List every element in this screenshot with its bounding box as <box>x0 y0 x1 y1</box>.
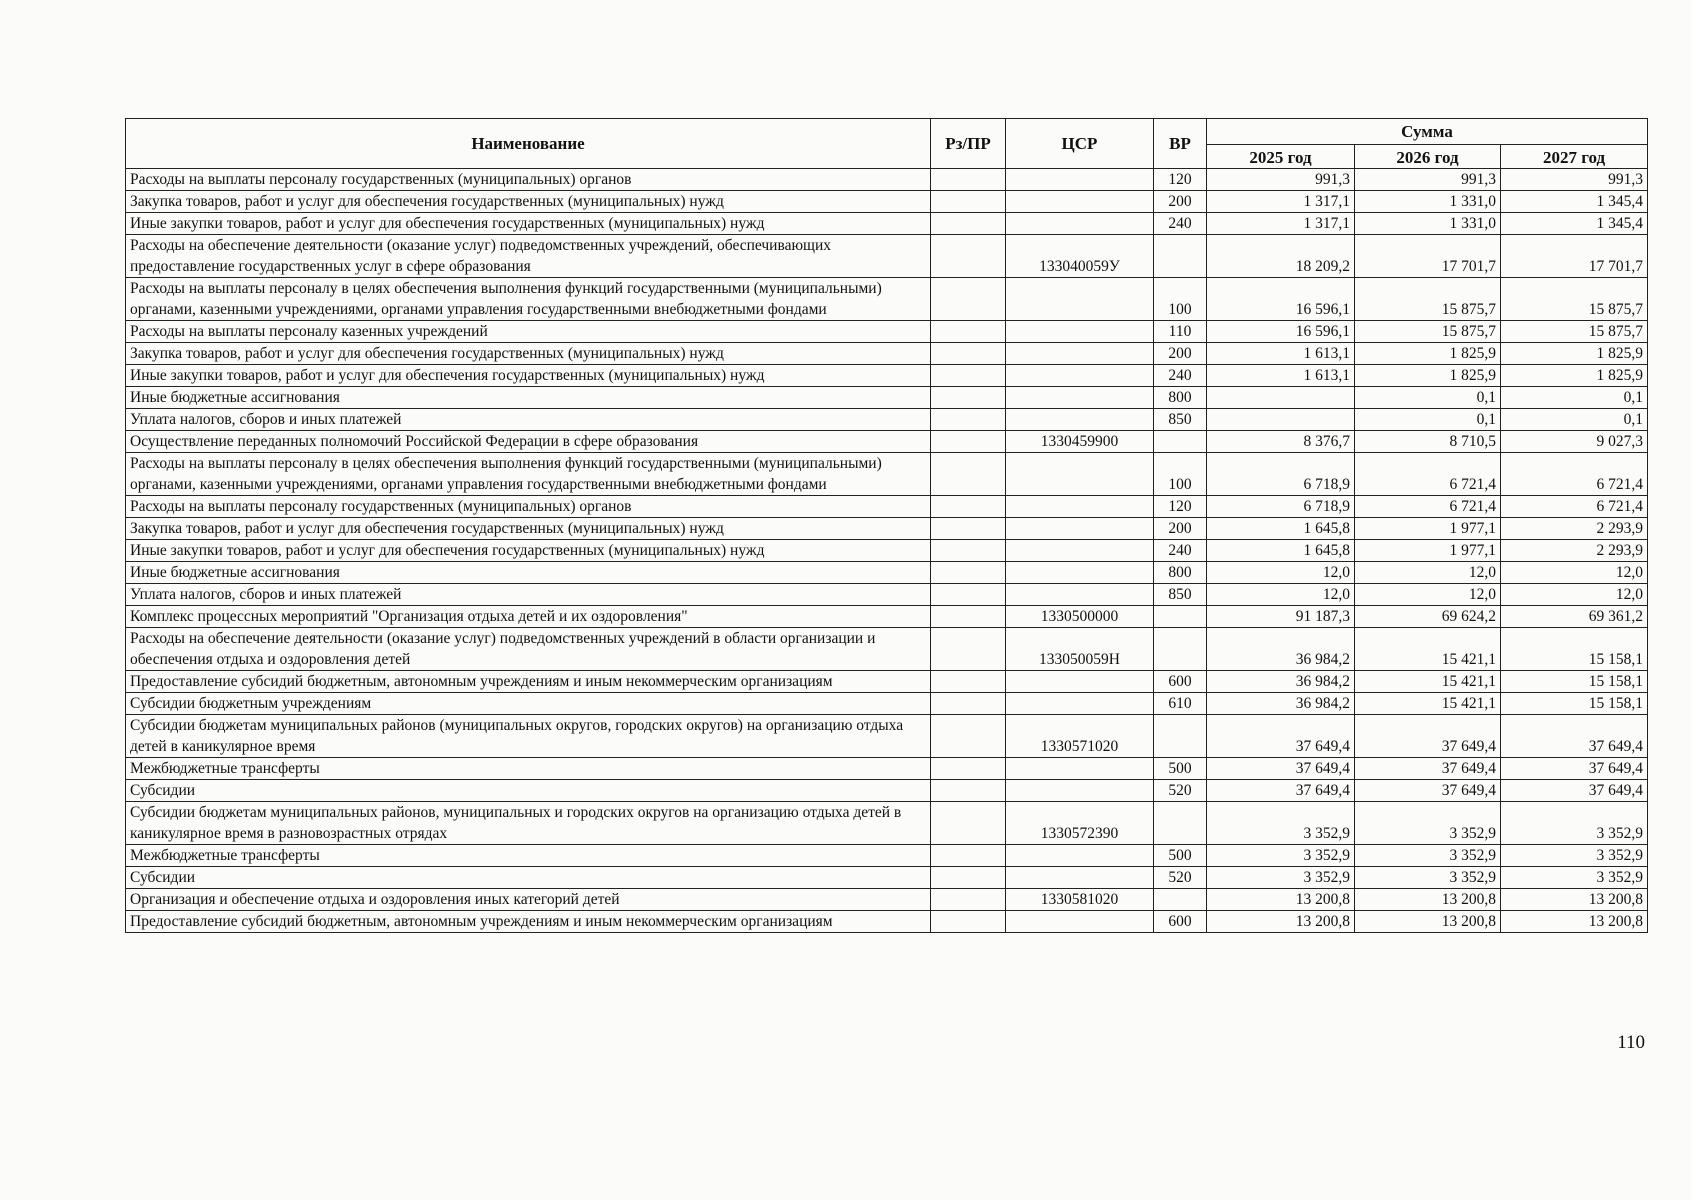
cell-name: Закупка товаров, работ и услуг для обеспечения государственных (муниципальных) нужд <box>126 518 931 540</box>
cell-csr <box>1006 780 1154 802</box>
cell-csr <box>1006 693 1154 715</box>
cell-vr: 200 <box>1154 191 1207 213</box>
cell-name: Субсидии бюджетам муниципальных районов, муниципальных и городских округов на организацию отдыха детей в каникулярное время в разновозрастных отрядах <box>126 802 931 845</box>
header-name: Наименование <box>126 119 931 169</box>
cell-2025: 91 187,3 <box>1207 606 1355 628</box>
cell-2025: 37 649,4 <box>1207 758 1355 780</box>
cell-csr <box>1006 365 1154 387</box>
cell-vr: 520 <box>1154 780 1207 802</box>
table-row <box>126 235 1648 278</box>
cell-rzpr <box>931 213 1006 235</box>
cell-2026: 6 721,4 <box>1355 496 1501 518</box>
cell-2025: 18 209,2 <box>1207 235 1355 278</box>
cell-name: Иные закупки товаров, работ и услуг для обеспечения государственных (муниципальных) нужд <box>126 213 931 235</box>
cell-vr: 850 <box>1154 584 1207 606</box>
cell-csr <box>1006 453 1154 496</box>
table-row <box>126 278 1648 321</box>
table-row <box>126 343 1648 365</box>
cell-2026: 15 421,1 <box>1355 693 1501 715</box>
cell-name: Расходы на обеспечение деятельности (оказание услуг) подведомственных учреждений в области организации и обеспечения отдыха и оздоровления детей <box>126 628 931 671</box>
table-row <box>126 693 1648 715</box>
cell-2026: 15 875,7 <box>1355 278 1501 321</box>
table-row <box>126 584 1648 606</box>
table-row <box>126 606 1648 628</box>
cell-2027: 3 352,9 <box>1501 845 1648 867</box>
cell-vr: 100 <box>1154 453 1207 496</box>
cell-csr: 1330581020 <box>1006 889 1154 911</box>
cell-2026: 1 825,9 <box>1355 365 1501 387</box>
cell-rzpr <box>931 758 1006 780</box>
cell-csr: 1330459900 <box>1006 431 1154 453</box>
cell-rzpr <box>931 431 1006 453</box>
cell-csr <box>1006 540 1154 562</box>
cell-name: Расходы на выплаты персоналу казенных учреждений <box>126 321 931 343</box>
cell-2027: 69 361,2 <box>1501 606 1648 628</box>
cell-csr <box>1006 758 1154 780</box>
cell-2026: 15 421,1 <box>1355 671 1501 693</box>
cell-rzpr <box>931 496 1006 518</box>
cell-2027: 3 352,9 <box>1501 802 1648 845</box>
cell-rzpr <box>931 911 1006 933</box>
cell-2026: 1 331,0 <box>1355 191 1501 213</box>
cell-vr <box>1154 628 1207 671</box>
cell-csr <box>1006 584 1154 606</box>
table-row <box>126 867 1648 889</box>
cell-2025: 3 352,9 <box>1207 867 1355 889</box>
cell-2027: 15 158,1 <box>1501 671 1648 693</box>
cell-2026: 69 624,2 <box>1355 606 1501 628</box>
cell-2026: 0,1 <box>1355 387 1501 409</box>
cell-2026: 3 352,9 <box>1355 845 1501 867</box>
cell-2025: 1 613,1 <box>1207 365 1355 387</box>
header-csr: ЦСР <box>1006 119 1154 169</box>
cell-rzpr <box>931 845 1006 867</box>
cell-rzpr <box>931 387 1006 409</box>
cell-rzpr <box>931 191 1006 213</box>
cell-name: Субсидии <box>126 867 931 889</box>
cell-rzpr <box>931 321 1006 343</box>
header-rzpr: Рз/ПР <box>931 119 1006 169</box>
cell-2026: 6 721,4 <box>1355 453 1501 496</box>
table-row <box>126 431 1648 453</box>
cell-2026: 12,0 <box>1355 584 1501 606</box>
budget-table <box>125 118 1648 933</box>
table-row <box>126 321 1648 343</box>
cell-rzpr <box>931 409 1006 431</box>
cell-vr: 800 <box>1154 387 1207 409</box>
header-vr: ВР <box>1154 119 1207 169</box>
cell-name: Расходы на выплаты персоналу в целях обеспечения выполнения функций государственными (муниципальными) органами, казенными учреждениями, органами управления государственными внебюджетными фондами <box>126 278 931 321</box>
cell-name: Организация и обеспечение отдыха и оздоровления иных категорий детей <box>126 889 931 911</box>
cell-rzpr <box>931 802 1006 845</box>
table-row <box>126 780 1648 802</box>
cell-2027: 1 825,9 <box>1501 365 1648 387</box>
cell-2027: 3 352,9 <box>1501 867 1648 889</box>
cell-2027: 0,1 <box>1501 387 1648 409</box>
cell-2026: 17 701,7 <box>1355 235 1501 278</box>
cell-2026: 3 352,9 <box>1355 867 1501 889</box>
cell-rzpr <box>931 562 1006 584</box>
cell-2025: 6 718,9 <box>1207 496 1355 518</box>
cell-2025: 991,3 <box>1207 169 1355 191</box>
table-row <box>126 758 1648 780</box>
cell-2027: 6 721,4 <box>1501 453 1648 496</box>
cell-2025: 1 645,8 <box>1207 518 1355 540</box>
cell-csr <box>1006 213 1154 235</box>
cell-2026: 1 977,1 <box>1355 540 1501 562</box>
cell-csr <box>1006 387 1154 409</box>
cell-2026: 3 352,9 <box>1355 802 1501 845</box>
cell-name: Иные бюджетные ассигнования <box>126 387 931 409</box>
cell-2026: 15 875,7 <box>1355 321 1501 343</box>
cell-rzpr <box>931 235 1006 278</box>
header-sum: Сумма <box>1207 119 1648 145</box>
cell-rzpr <box>931 715 1006 758</box>
cell-csr <box>1006 343 1154 365</box>
cell-2027: 1 825,9 <box>1501 343 1648 365</box>
table-row <box>126 453 1648 496</box>
cell-vr <box>1154 431 1207 453</box>
cell-name: Иные закупки товаров, работ и услуг для обеспечения государственных (муниципальных) нужд <box>126 365 931 387</box>
cell-2025: 36 984,2 <box>1207 628 1355 671</box>
cell-2026: 8 710,5 <box>1355 431 1501 453</box>
cell-2027: 1 345,4 <box>1501 191 1648 213</box>
cell-2027: 1 345,4 <box>1501 213 1648 235</box>
table-row <box>126 540 1648 562</box>
cell-csr: 133040059У <box>1006 235 1154 278</box>
cell-vr: 240 <box>1154 365 1207 387</box>
cell-rzpr <box>931 606 1006 628</box>
cell-vr: 120 <box>1154 169 1207 191</box>
cell-csr <box>1006 191 1154 213</box>
cell-vr: 600 <box>1154 671 1207 693</box>
cell-csr: 133050059Н <box>1006 628 1154 671</box>
cell-rzpr <box>931 693 1006 715</box>
cell-2025: 36 984,2 <box>1207 671 1355 693</box>
cell-2026: 13 200,8 <box>1355 911 1501 933</box>
cell-2027: 12,0 <box>1501 584 1648 606</box>
cell-csr: 1330571020 <box>1006 715 1154 758</box>
cell-csr: 1330572390 <box>1006 802 1154 845</box>
cell-name: Субсидии <box>126 780 931 802</box>
cell-vr <box>1154 606 1207 628</box>
cell-name: Предоставление субсидий бюджетным, автономным учреждениям и иным некоммерческим организациям <box>126 911 931 933</box>
cell-rzpr <box>931 365 1006 387</box>
cell-rzpr <box>931 867 1006 889</box>
cell-name: Осуществление переданных полномочий Российской Федерации в сфере образования <box>126 431 931 453</box>
cell-2025: 6 718,9 <box>1207 453 1355 496</box>
cell-2027: 0,1 <box>1501 409 1648 431</box>
cell-vr: 110 <box>1154 321 1207 343</box>
cell-csr <box>1006 409 1154 431</box>
table-row <box>126 365 1648 387</box>
cell-vr: 800 <box>1154 562 1207 584</box>
cell-2026: 1 331,0 <box>1355 213 1501 235</box>
cell-rzpr <box>931 671 1006 693</box>
cell-rzpr <box>931 889 1006 911</box>
cell-rzpr <box>931 169 1006 191</box>
cell-vr <box>1154 715 1207 758</box>
cell-vr: 200 <box>1154 343 1207 365</box>
cell-2026: 991,3 <box>1355 169 1501 191</box>
cell-csr <box>1006 169 1154 191</box>
header-year-2025: 2025 год <box>1207 145 1355 169</box>
cell-vr: 600 <box>1154 911 1207 933</box>
cell-name: Расходы на выплаты персоналу государственных (муниципальных) органов <box>126 496 931 518</box>
cell-2027: 12,0 <box>1501 562 1648 584</box>
cell-2025: 3 352,9 <box>1207 845 1355 867</box>
cell-2025: 13 200,8 <box>1207 889 1355 911</box>
cell-2027: 991,3 <box>1501 169 1648 191</box>
cell-2027: 15 875,7 <box>1501 321 1648 343</box>
page-number: 110 <box>1617 1032 1645 1053</box>
cell-vr: 500 <box>1154 758 1207 780</box>
cell-name: Расходы на выплаты персоналу государственных (муниципальных) органов <box>126 169 931 191</box>
cell-csr <box>1006 518 1154 540</box>
cell-rzpr <box>931 453 1006 496</box>
cell-vr <box>1154 235 1207 278</box>
cell-vr: 240 <box>1154 540 1207 562</box>
table-row <box>126 213 1648 235</box>
cell-name: Закупка товаров, работ и услуг для обеспечения государственных (муниципальных) нужд <box>126 191 931 213</box>
cell-2025: 12,0 <box>1207 562 1355 584</box>
cell-2027: 37 649,4 <box>1501 715 1648 758</box>
header-year-2026: 2026 год <box>1355 145 1501 169</box>
table-row <box>126 889 1648 911</box>
cell-2026: 37 649,4 <box>1355 758 1501 780</box>
cell-2026: 37 649,4 <box>1355 715 1501 758</box>
cell-vr: 850 <box>1154 409 1207 431</box>
header-year-2027: 2027 год <box>1501 145 1648 169</box>
cell-2027: 17 701,7 <box>1501 235 1648 278</box>
cell-rzpr <box>931 780 1006 802</box>
table-row <box>126 496 1648 518</box>
table-body <box>126 169 1648 933</box>
table-row <box>126 169 1648 191</box>
cell-2027: 37 649,4 <box>1501 780 1648 802</box>
cell-vr: 200 <box>1154 518 1207 540</box>
cell-2025: 3 352,9 <box>1207 802 1355 845</box>
cell-csr <box>1006 845 1154 867</box>
cell-name: Межбюджетные трансферты <box>126 758 931 780</box>
cell-2025 <box>1207 409 1355 431</box>
cell-2025 <box>1207 387 1355 409</box>
cell-2027: 9 027,3 <box>1501 431 1648 453</box>
cell-name: Межбюджетные трансферты <box>126 845 931 867</box>
cell-vr: 100 <box>1154 278 1207 321</box>
cell-vr <box>1154 889 1207 911</box>
cell-name: Расходы на обеспечение деятельности (оказание услуг) подведомственных учреждений, обеспечивающих предоставление государственных услуг в сфере образования <box>126 235 931 278</box>
table-row <box>126 845 1648 867</box>
cell-name: Предоставление субсидий бюджетным, автономным учреждениям и иным некоммерческим организациям <box>126 671 931 693</box>
cell-name: Уплата налогов, сборов и иных платежей <box>126 409 931 431</box>
cell-2025: 16 596,1 <box>1207 321 1355 343</box>
cell-2026: 0,1 <box>1355 409 1501 431</box>
table-row <box>126 671 1648 693</box>
cell-csr <box>1006 562 1154 584</box>
cell-vr <box>1154 802 1207 845</box>
cell-name: Расходы на выплаты персоналу в целях обеспечения выполнения функций государственными (муниципальными) органами, казенными учреждениями, органами управления государственными внебюджетными фондами <box>126 453 931 496</box>
cell-vr: 120 <box>1154 496 1207 518</box>
cell-name: Субсидии бюджетам муниципальных районов (муниципальных округов, городских округов) на организацию отдыха детей в каникулярное время <box>126 715 931 758</box>
cell-name: Комплекс процессных мероприятий "Организация отдыха детей и их оздоровления" <box>126 606 931 628</box>
cell-vr: 520 <box>1154 867 1207 889</box>
cell-2027: 2 293,9 <box>1501 540 1648 562</box>
cell-2027: 13 200,8 <box>1501 911 1648 933</box>
cell-vr: 240 <box>1154 213 1207 235</box>
cell-name: Иные бюджетные ассигнования <box>126 562 931 584</box>
cell-2027: 15 158,1 <box>1501 693 1648 715</box>
cell-2026: 15 421,1 <box>1355 628 1501 671</box>
table-row <box>126 409 1648 431</box>
cell-2025: 37 649,4 <box>1207 780 1355 802</box>
cell-rzpr <box>931 628 1006 671</box>
table-row <box>126 628 1648 671</box>
cell-rzpr <box>931 540 1006 562</box>
cell-2027: 2 293,9 <box>1501 518 1648 540</box>
cell-csr <box>1006 867 1154 889</box>
table-row <box>126 387 1648 409</box>
cell-2025: 12,0 <box>1207 584 1355 606</box>
cell-name: Закупка товаров, работ и услуг для обеспечения государственных (муниципальных) нужд <box>126 343 931 365</box>
cell-2026: 12,0 <box>1355 562 1501 584</box>
cell-name: Уплата налогов, сборов и иных платежей <box>126 584 931 606</box>
cell-2025: 36 984,2 <box>1207 693 1355 715</box>
table-row <box>126 518 1648 540</box>
cell-rzpr <box>931 343 1006 365</box>
cell-2026: 1 825,9 <box>1355 343 1501 365</box>
cell-csr <box>1006 671 1154 693</box>
cell-2025: 1 317,1 <box>1207 213 1355 235</box>
table-row <box>126 562 1648 584</box>
cell-name: Иные закупки товаров, работ и услуг для обеспечения государственных (муниципальных) нужд <box>126 540 931 562</box>
cell-csr <box>1006 911 1154 933</box>
table-row <box>126 911 1648 933</box>
table-row <box>126 802 1648 845</box>
cell-2025: 1 317,1 <box>1207 191 1355 213</box>
cell-csr <box>1006 496 1154 518</box>
cell-2025: 1 613,1 <box>1207 343 1355 365</box>
cell-2025: 16 596,1 <box>1207 278 1355 321</box>
cell-2027: 13 200,8 <box>1501 889 1648 911</box>
cell-2027: 15 158,1 <box>1501 628 1648 671</box>
cell-name: Субсидии бюджетным учреждениям <box>126 693 931 715</box>
cell-rzpr <box>931 584 1006 606</box>
cell-csr <box>1006 321 1154 343</box>
cell-vr: 500 <box>1154 845 1207 867</box>
table-row <box>126 715 1648 758</box>
cell-2027: 15 875,7 <box>1501 278 1648 321</box>
cell-2027: 6 721,4 <box>1501 496 1648 518</box>
cell-csr <box>1006 278 1154 321</box>
cell-rzpr <box>931 518 1006 540</box>
cell-2025: 13 200,8 <box>1207 911 1355 933</box>
table-header <box>126 119 1648 169</box>
cell-2025: 37 649,4 <box>1207 715 1355 758</box>
cell-2025: 1 645,8 <box>1207 540 1355 562</box>
cell-csr: 1330500000 <box>1006 606 1154 628</box>
cell-vr: 610 <box>1154 693 1207 715</box>
cell-2027: 37 649,4 <box>1501 758 1648 780</box>
cell-2026: 1 977,1 <box>1355 518 1501 540</box>
cell-2025: 8 376,7 <box>1207 431 1355 453</box>
cell-2026: 37 649,4 <box>1355 780 1501 802</box>
cell-rzpr <box>931 278 1006 321</box>
table-row <box>126 191 1648 213</box>
cell-2026: 13 200,8 <box>1355 889 1501 911</box>
